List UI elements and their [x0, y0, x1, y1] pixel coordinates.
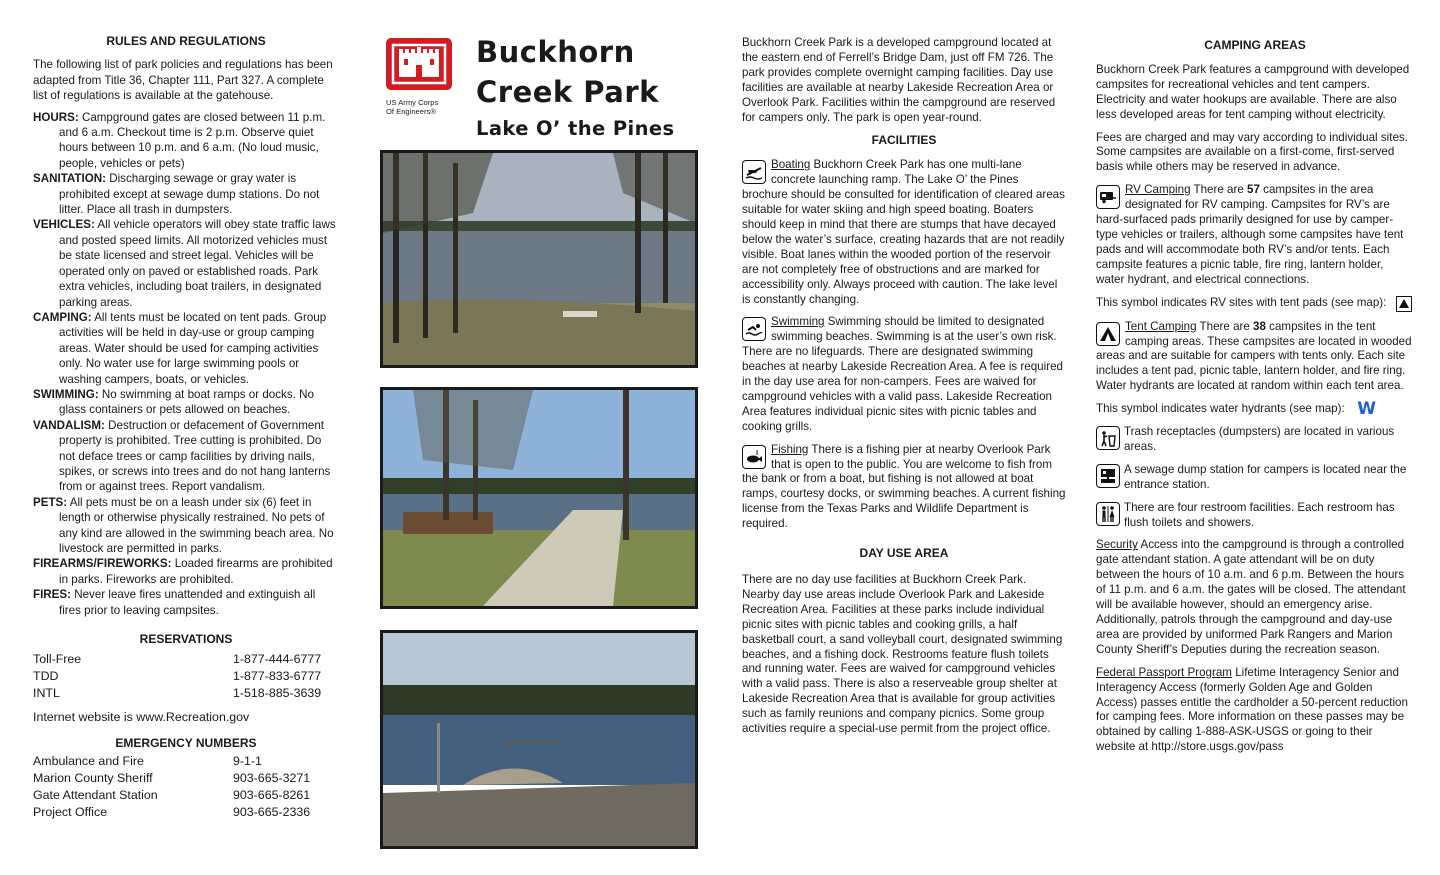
rule-vandalism — [33, 418, 339, 495]
rule-camping — [33, 310, 339, 387]
trash-text: Trash receptacles (dumpsters) are located in various areas. — [1124, 425, 1395, 453]
camping-column — [1096, 36, 1414, 763]
emergency-label: Project Office — [33, 805, 108, 820]
rule-text: All vehicle operators will obey state traffic laws and posted speed limits. All motorized vehicles must be state licensed and street legal. Vehicles will be operated only on paved or established roads. Park extra vehicles, including boat trailers, in designated parking areas. — [59, 218, 336, 309]
table-row — [33, 770, 339, 787]
rule-text: No swimming at boat ramps or docks. No glass containers or pets allowed on beaches. — [59, 387, 314, 417]
fish-icon — [742, 445, 766, 469]
tent-camping-label: Tent Camping — [1125, 319, 1197, 333]
boat-ramp-icon — [742, 160, 766, 184]
rule-swimming — [33, 387, 339, 418]
camping-fees: Fees are charged and may vary according to individual sites. Some campsites are available on a first-come, first-served basis while others may be reserved in advance. — [1096, 130, 1408, 174]
boating-label: Boating — [771, 158, 811, 172]
picnic-area-photo — [380, 387, 698, 609]
rules-intro: The following list of park policies and regulations has been adapted from Title 36, Chapter 111, Part 327. A complete list of regulations is available at the gatehouse. — [33, 58, 333, 103]
lake-subtitle: Lake O’ the Pines — [476, 117, 675, 140]
reservations-heading: RESERVATIONS — [139, 632, 233, 647]
rule-fires — [33, 587, 339, 618]
fishing-text: There is a fishing pier at nearby Overlook Park that is open to the public. You are welcome to fish from the bank or from a boat, but fishing is not allowed at boat ramps, courtesy docks, or swimming beaches. A current fishing license from the Texas Parks and Wildlife Department is required. — [742, 442, 1066, 531]
rule-text: Discharging sewage or gray water is prohibited except at sewage dump stations. Do not litter. Place all trash in dumpsters. — [59, 172, 320, 217]
reservation-phone: 1-518-885-3639 — [233, 686, 322, 701]
rule-label: CAMPING: — [33, 310, 92, 324]
rv-symbol-text: This symbol indicates RV sites with tent pads (see map): — [1096, 296, 1387, 310]
facilities-column — [742, 36, 1066, 745]
emergency-label: Ambulance and Fire — [33, 754, 144, 769]
boat-ramp-photo — [380, 630, 698, 849]
camping-intro: Buckhorn Creek Park features a campground with developed campsites for recreational vehicles and tent campers. Electricity and water hookups are available. There are also less developed areas for tent camping without electricity. — [1096, 62, 1410, 121]
boating-section — [742, 158, 1066, 307]
park-overview: Buckhorn Creek Park is a developed campground located at the eastern end of Ferrell’s Bridge Dam, just off FM 726. The park provides complete overnight camping facilities. Day use facilities are available at nearby Lakeside Recreation Area or Overlook Park. Facilities within the campground are reserved for campers only. The park is open year-round. — [742, 36, 1056, 124]
emergency-table — [33, 753, 339, 821]
title-line-1: Buckhorn — [476, 35, 635, 69]
emergency-phone: 9-1-1 — [233, 754, 262, 769]
table-row — [33, 753, 339, 770]
reservation-phone: 1-877-444-6777 — [233, 652, 322, 667]
trash-section — [1096, 425, 1414, 455]
rule-hours — [33, 110, 339, 172]
logo-caption — [386, 98, 462, 116]
reservation-label: INTL — [33, 686, 60, 701]
rv-trailer-icon — [1096, 185, 1120, 209]
rule-label: SWIMMING: — [33, 387, 99, 401]
rule-pets — [33, 495, 339, 557]
park-title — [476, 32, 675, 144]
trash-icon — [1096, 426, 1120, 450]
rules-column — [33, 30, 339, 821]
restroom-section — [1096, 501, 1414, 531]
dump-station-text: A sewage dump station for campers is located near the entrance station. — [1124, 462, 1407, 491]
water-hydrant-symbol-icon: W — [1357, 399, 1374, 420]
security-text: Access into the campground is through a controlled gate attendant station. A gate attendant will be on duty between the hours of 10 a.m. and 6 p.m. Between the hours of 11 p.m. and 6 a.m. the gates will be closed. The attendant will be available however, should an emergency arise. Additionally, patrols through the campground and day-use area are provided by uniformed Park Rangers and Marion County Sheriff’s Deputies during the recreation season. — [1096, 538, 1406, 656]
dump-station-section — [1096, 463, 1414, 493]
hydrant-symbol-line — [1096, 399, 1414, 420]
rules-list — [33, 110, 339, 618]
tent-icon — [1096, 322, 1120, 346]
tent-camping-section — [1096, 320, 1414, 395]
hydrant-symbol-text: This symbol indicates water hydrants (see map): — [1096, 402, 1345, 416]
fishing-label: Fishing — [771, 442, 809, 456]
tent-site-count: 38 — [1253, 319, 1266, 333]
title-line-2: Creek Park — [476, 75, 659, 109]
rule-label: PETS: — [33, 495, 68, 509]
restroom-text: There are four restroom facilities. Each restroom has flush toilets and showers. — [1124, 500, 1395, 529]
cover-column — [380, 32, 700, 862]
restroom-icon — [1096, 502, 1120, 526]
rule-text: Never leave fires unattended and extinguish all fires prior to leaving campsites. — [59, 588, 316, 617]
table-row — [33, 651, 339, 668]
rule-label: VEHICLES: — [33, 218, 95, 232]
reservation-phone: 1-877-833-6777 — [233, 669, 322, 684]
day-use-text: There are no day use facilities at Buckhorn Creek Park. Nearby day use areas include Overlook Park and Lakeside Recreation Area. Facilities at these parks include individual picnic sites with picnic tables and cooking grills, a half basketball court, a sand volleyball court, designated swimming beaches, and a fishing dock. Restrooms feature flush toilets and running water. Fees are waived for campground vehicles with a valid pass. There is also a reserveable group shelter at Lakeside Recreation Area that is available for group activities such as family reunions and company picnics. Some group activities require a special-use permit from the project office. — [742, 573, 1063, 736]
rule-firearms — [33, 556, 339, 587]
security-label: Security — [1096, 538, 1138, 552]
rv-symbol-line — [1096, 296, 1414, 312]
table-row — [33, 804, 339, 821]
tent-text-pre: There are — [1196, 319, 1254, 333]
day-use-heading: DAY USE AREA — [859, 546, 949, 561]
swimming-section — [742, 315, 1066, 434]
table-row — [33, 787, 339, 804]
rule-sanitation — [33, 171, 339, 217]
rv-camping-label: RV Camping — [1125, 183, 1191, 197]
rule-text: All pets must be on a leash under six (6) feet in length or otherwise physically restrained. No pets of any kind are allowed in the swimming beach area. No livestock are permitted in parks. — [59, 495, 334, 555]
swimmer-icon — [742, 317, 766, 341]
facilities-heading: FACILITIES — [871, 133, 937, 148]
reservations-table — [33, 651, 339, 702]
rv-camping-section — [1096, 183, 1414, 287]
rule-text: Campground gates are closed between 11 p.m. and 6 a.m. Checkout time is 2 p.m. Observe quiet hours between 10 p.m. and 6 a.m. (No loud music, people, vehicles or pets) — [59, 110, 326, 170]
emergency-phone: 903-665-2336 — [233, 805, 311, 820]
table-row — [33, 685, 339, 702]
emergency-label: Gate Attendant Station — [33, 788, 158, 803]
rule-label: FIRES: — [33, 588, 72, 602]
boating-text: Buckhorn Creek Park has one multi-lane concrete launching ramp. The Lake O’ the Pines brochure should be consulted for identification of cleared areas suitable for water skiing and high speed boating. Boaters should keep in mind that there are stumps that have decayed below the water’s surface, creating hazards that are not readily visible. Boat lanes within the wooded portion of the reservoir are not completely free of obstructions and are marked for accessibility only. Always proceed with caution. The lake level is constantly changing. — [742, 158, 1065, 306]
emergency-label: Marion County Sheriff — [33, 771, 153, 786]
dump-station-icon — [1096, 464, 1120, 488]
fishing-section — [742, 443, 1066, 532]
rule-text: All tents must be located on tent pads. Group activities will be held in day-use or group camping areas. Water should be used for camping activities only. No water use for large swimming pools or washing campers, boats, or vehicles. — [59, 310, 327, 386]
emergency-phone: 903-665-8261 — [233, 788, 311, 803]
emergency-heading: EMERGENCY NUMBERS — [115, 735, 257, 750]
tent-text-post: campsites in the tent camping areas. These campsites are located in wooded areas and are suitable for campers with tents only. Each site includes a tent pad, picnic table, lantern holder, and fire ring. Water hydrants are located at random within each tent area. — [1096, 319, 1412, 393]
rule-vehicles — [33, 217, 339, 309]
reservation-website: Internet website is www.Recreation.gov — [33, 710, 250, 725]
lake-shore-photo — [380, 150, 698, 368]
reservation-label: Toll-Free — [33, 652, 82, 667]
rule-label: FIREARMS/FIREWORKS: — [33, 557, 172, 571]
rv-site-count: 57 — [1247, 183, 1260, 197]
emergency-phone: 903-665-3271 — [233, 771, 311, 786]
rule-label: SANITATION: — [33, 172, 106, 186]
camping-heading: CAMPING AREAS — [1204, 38, 1306, 52]
logo-caption-line: Of Engineers® — [386, 107, 436, 116]
passport-text: Lifetime Interagency Senior and Interagency Access (formerly Golden Age and Golden Access) passes entitle the cardholder a 50-percent reduction for camping fees. More information on these passes may be obtained by calling 1-888-ASK-USGS or going to their website at http://store.usgs.gov/pass — [1096, 665, 1408, 754]
rules-heading: RULES AND REGULATIONS — [106, 34, 266, 48]
rule-label: HOURS: — [33, 110, 79, 124]
castle-logo-icon — [386, 38, 452, 90]
passport-section — [1096, 666, 1414, 755]
usace-logo — [386, 38, 462, 116]
rule-text: Loaded firearms are prohibited in parks. Fireworks are prohibited. — [59, 557, 333, 586]
table-row — [33, 668, 339, 685]
rv-tent-pad-symbol-icon — [1396, 296, 1412, 312]
passport-label: Federal Passport Program — [1096, 665, 1232, 679]
rv-text-pre: There are — [1190, 183, 1248, 197]
logo-caption-line: US Army Corps — [386, 98, 439, 107]
rule-label: VANDALISM: — [33, 418, 105, 432]
security-section — [1096, 538, 1414, 657]
swimming-label: Swimming — [771, 315, 825, 329]
swimming-text: Swimming should be limited to designated swimming beaches. Swimming is at the user’s own risk. There are no lifeguards. There are designated swimming beaches at nearby Lakeside Recreation Area. A fee is required in the day use area for non-campers. Fees are waived for campground vehicles with a valid pass. Lakeside Recreation Area features individual picnic sites with picnic tables and cooking grills. — [742, 315, 1063, 433]
rv-text-post: campsites in the area designated for RV camping. Campsites for RV’s are hard-surfaced pads primarily designed for use by camper-type vehicles or trailers, although some campsites have tent pads and will accommodate both RV’s and/or tents. Each campsite features a picnic table, fire ring, lantern holder, water hydrant, and electrical connections. — [1096, 183, 1404, 286]
reservation-label: TDD — [33, 669, 59, 684]
rule-text: Destruction or defacement of Government property is prohibited. Tree cutting is prohibited. Do not deface trees or camp facilities by driving nails, spikes, or screws into trees and do not hang lanterns from or against trees. Report vandalism. — [59, 418, 331, 494]
